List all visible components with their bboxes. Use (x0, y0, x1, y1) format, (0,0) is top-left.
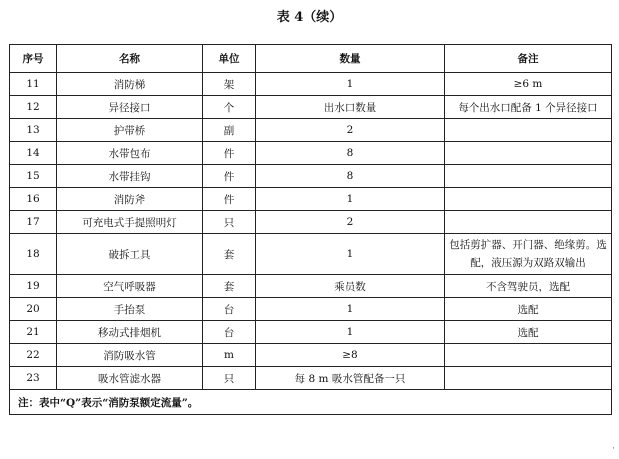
cell-name: 吸水管滤水器 (57, 367, 203, 390)
table-title: 表 4（续） (276, 10, 343, 25)
cell-no: 23 (10, 367, 57, 390)
cell-remark: 不含驾驶员，选配 (445, 275, 612, 298)
cell-unit: 件 (203, 165, 256, 188)
table-row (10, 142, 612, 165)
table-row (10, 73, 612, 96)
cell-remark (445, 367, 612, 390)
cell-name: 手抬泵 (57, 298, 203, 321)
cell-qty: 出水口数量 (256, 96, 445, 119)
cell-unit: 件 (203, 142, 256, 165)
cell-unit: 台 (203, 298, 256, 321)
cell-qty: 8 (256, 165, 445, 188)
note-row (10, 390, 612, 415)
cell-remark: 每个出水口配备 1 个异径接口 (445, 96, 612, 119)
cell-qty: 2 (256, 211, 445, 234)
cell-remark (445, 211, 612, 234)
cell-qty: 1 (256, 234, 445, 275)
cell-remark: 选配 (445, 298, 612, 321)
cell-qty: 1 (256, 188, 445, 211)
header-qty: 数量 (256, 45, 445, 73)
cell-name: 消防梯 (57, 73, 203, 96)
cell-qty: 2 (256, 119, 445, 142)
cell-name: 护带桥 (57, 119, 203, 142)
table-row (10, 367, 612, 390)
corner-mark: · (612, 444, 615, 454)
cell-unit: 只 (203, 211, 256, 234)
table-row (10, 119, 612, 142)
cell-unit: 套 (203, 275, 256, 298)
cell-name: 消防斧 (57, 188, 203, 211)
cell-unit: 个 (203, 96, 256, 119)
table-row (10, 211, 612, 234)
cell-remark (445, 142, 612, 165)
cell-remark: 选配 (445, 321, 612, 344)
cell-no: 17 (10, 211, 57, 234)
cell-name: 空气呼吸器 (57, 275, 203, 298)
cell-unit: 台 (203, 321, 256, 344)
cell-no: 22 (10, 344, 57, 367)
table-row (10, 96, 612, 119)
cell-qty: 1 (256, 321, 445, 344)
header-remark: 备注 (445, 45, 612, 73)
cell-name: 水带挂钩 (57, 165, 203, 188)
cell-no: 13 (10, 119, 57, 142)
cell-remark (445, 165, 612, 188)
cell-no: 11 (10, 73, 57, 96)
header-name: 名称 (57, 45, 203, 73)
cell-name: 可充电式手提照明灯 (57, 211, 203, 234)
cell-qty: 1 (256, 298, 445, 321)
table-row (10, 298, 612, 321)
cell-unit: 副 (203, 119, 256, 142)
cell-remark: ≥6 m (445, 73, 612, 96)
cell-remark (445, 344, 612, 367)
cell-name: 水带包布 (57, 142, 203, 165)
table-row (10, 188, 612, 211)
table-row (10, 234, 612, 275)
cell-name: 消防吸水管 (57, 344, 203, 367)
table-row (10, 344, 612, 367)
cell-unit: 只 (203, 367, 256, 390)
cell-no: 20 (10, 298, 57, 321)
cell-no: 21 (10, 321, 57, 344)
cell-remark (445, 188, 612, 211)
cell-no: 15 (10, 165, 57, 188)
table-row (10, 165, 612, 188)
header-no: 序号 (10, 45, 57, 73)
cell-remark (445, 119, 612, 142)
cell-no: 19 (10, 275, 57, 298)
header-unit: 单位 (203, 45, 256, 73)
cell-qty: 1 (256, 73, 445, 96)
cell-qty: ≥8 (256, 344, 445, 367)
cell-unit: m (203, 344, 256, 367)
cell-remark: 包括剪扩器、开门器、绝缘剪。选配，液压源为双路双输出 (445, 234, 612, 275)
cell-no: 14 (10, 142, 57, 165)
equipment-table (9, 44, 612, 415)
cell-qty: 8 (256, 142, 445, 165)
cell-qty: 乘员数 (256, 275, 445, 298)
table-body (10, 73, 612, 390)
cell-name: 异径接口 (57, 96, 203, 119)
table-row (10, 275, 612, 298)
table-row (10, 321, 612, 344)
cell-no: 16 (10, 188, 57, 211)
header-row (10, 45, 612, 73)
cell-unit: 件 (203, 188, 256, 211)
cell-no: 18 (10, 234, 57, 275)
table-note: 注：表中“Q”表示“消防泵额定流量”。 (10, 390, 612, 415)
cell-name: 破拆工具 (57, 234, 203, 275)
cell-name: 移动式排烟机 (57, 321, 203, 344)
cell-qty: 每 8 m 吸水管配备一只 (256, 367, 445, 390)
cell-no: 12 (10, 96, 57, 119)
cell-unit: 架 (203, 73, 256, 96)
cell-unit: 套 (203, 234, 256, 275)
